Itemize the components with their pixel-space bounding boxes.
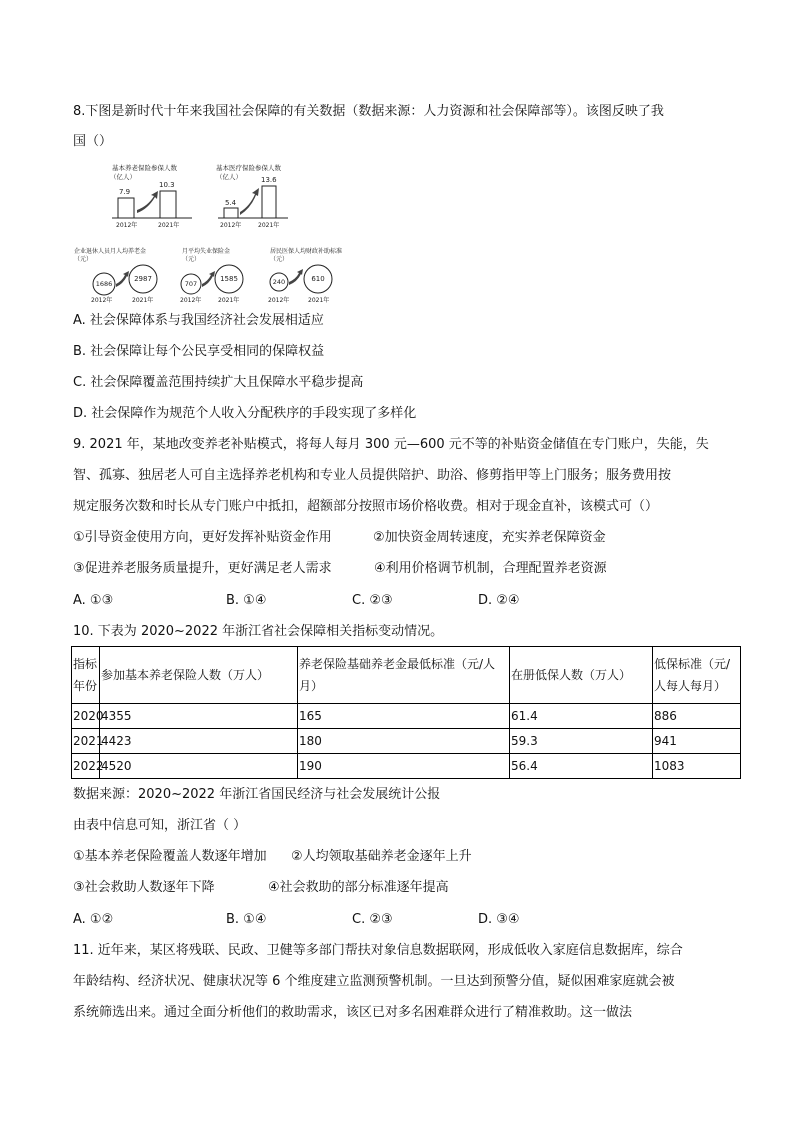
table-header-cell: 在册低保人数（万人） <box>510 647 653 704</box>
q8-option-c[interactable]: C. 社会保障覆盖范围持续扩大且保障水平稳步提高 <box>73 375 364 390</box>
circle2-year-2021: 2021年 <box>218 297 240 304</box>
chart1-bar-2012 <box>118 198 134 218</box>
circle3-value-2021: 610 <box>311 275 325 283</box>
chart1-unit: （亿人） <box>110 173 136 181</box>
table-cell: 4355 <box>100 704 298 729</box>
table-cell: 2021 <box>72 729 100 754</box>
circle2-year-2012: 2012年 <box>180 297 202 304</box>
table-cell: 4520 <box>100 754 298 779</box>
table-cell: 61.4 <box>510 704 653 729</box>
chart2-year-2012: 2012年 <box>220 222 242 229</box>
circle3-unit: （元） <box>270 256 289 263</box>
chart2-bar-2012 <box>224 208 238 218</box>
circle1-unit: （元） <box>74 256 93 263</box>
q10-statement-4: ④社会救助的部分标准逐年提高 <box>268 880 449 895</box>
table-cell: 2022 <box>72 754 100 779</box>
table-header-cell: 指标年份 <box>72 647 100 704</box>
circle1-growth-arrow-icon <box>116 271 129 287</box>
circle1-year-2021: 2021年 <box>132 297 154 304</box>
q9-statement-3: ③促进养老服务质量提升，更好满足老人需求 <box>73 561 332 576</box>
circle3-title: 居民医保人均财政补助标准 <box>270 248 343 255</box>
q9-option-d[interactable]: D. ②④ <box>478 593 520 608</box>
table-header-cell: 参加基本养老保险人数（万人） <box>100 647 298 704</box>
q9-statement-4: ④利用价格调节机制，合理配置养老资源 <box>374 561 607 576</box>
q10-question: 由表中信息可知，浙江省（ ） <box>73 818 247 833</box>
chart2-growth-arrow-icon <box>240 188 259 215</box>
chart2-bar-2021 <box>262 186 276 218</box>
table-cell: 4423 <box>100 729 298 754</box>
chart1-year-2021: 2021年 <box>158 222 180 229</box>
circle2-title: 月平均失业保险金 <box>182 248 231 255</box>
table-cell: 180 <box>298 729 510 754</box>
table-cell: 886 <box>653 704 741 729</box>
table-cell: 2020 <box>72 704 100 729</box>
social-security-figure <box>74 160 376 306</box>
chart1-growth-arrow-icon <box>137 191 158 213</box>
table-cell: 59.3 <box>510 729 653 754</box>
q8-option-d[interactable]: D. 社会保障作为规范个人收入分配秩序的手段实现了多样化 <box>73 406 417 421</box>
zhejiang-social-security-table <box>71 646 741 779</box>
q10-statement-1: ①基本养老保险覆盖人数逐年增加 <box>73 849 267 864</box>
circle3-growth-arrow-icon <box>289 269 303 285</box>
circle3-year-2012: 2012年 <box>268 297 290 304</box>
q10-data-source: 数据来源：2020~2022 年浙江省国民经济与社会发展统计公报 <box>73 787 441 802</box>
circle1-year-2012: 2012年 <box>91 297 113 304</box>
q9-statement-2: ②加快资金周转速度，充实养老保障资金 <box>373 530 606 545</box>
q10-statement-2: ②人均领取基础养老金逐年上升 <box>291 849 472 864</box>
table-cell: 1083 <box>653 754 741 779</box>
q10-option-b[interactable]: B. ①④ <box>226 912 267 927</box>
table-cell: 165 <box>298 704 510 729</box>
table-cell: 56.4 <box>510 754 653 779</box>
chart1-bar-2021 <box>160 191 176 218</box>
q10-stem: 10. 下表为 2020~2022 年浙江省社会保障相关指标变动情况。 <box>73 624 444 639</box>
table-cell: 190 <box>298 754 510 779</box>
chart2-label-2012: 5.4 <box>225 199 237 207</box>
table-header-cell: 低保标准（元/人每人每月） <box>653 647 741 704</box>
table-row <box>72 729 741 754</box>
q10-option-c[interactable]: C. ②③ <box>352 912 393 927</box>
circle2-unit: （元） <box>182 256 201 263</box>
q11-stem-line1: 11. 近年来，某区将残联、民政、卫健等多部门帮扶对象信息数据联网，形成低收入家庭信息数据库，综合 <box>73 943 683 958</box>
chart1-label-2021: 10.3 <box>159 181 175 189</box>
circle1-title: 企业退休人员月人均养老金 <box>74 248 147 255</box>
chart1-title: 基本养老保险参保人数 <box>112 164 177 172</box>
q9-stem-line1: 9. 2021 年，某地改变养老补贴模式，将每人每月 300 元—600 元不等的补贴资金储值在专门账户，失能，失 <box>73 437 709 452</box>
q10-option-a[interactable]: A. ①② <box>73 912 114 927</box>
q9-option-a[interactable]: A. ①③ <box>73 593 114 608</box>
circle2-value-2021: 1585 <box>220 275 238 283</box>
q9-stem-line2: 智、孤寡、独居老人可自主选择养老机构和专业人员提供陪护、助浴、修剪指甲等上门服务；服务费用按 <box>73 468 672 483</box>
q9-option-c[interactable]: C. ②③ <box>352 593 393 608</box>
chart1-year-2012: 2012年 <box>116 222 138 229</box>
q8-option-a[interactable]: A. 社会保障体系与我国经济社会发展相适应 <box>73 313 324 328</box>
q8-stem-line1: 8.下图是新时代十年来我国社会保障的有关数据（数据来源：人力资源和社会保障部等）。该图反映了我 <box>73 104 664 119</box>
q8-stem-line2: 国（） <box>73 134 113 149</box>
q11-stem-line3: 系统筛选出来。通过全面分析他们的救助需求，该区已对多名困难群众进行了精准救助。这一做法 <box>73 1005 633 1020</box>
table-row <box>72 704 741 729</box>
chart1-label-2012: 7.9 <box>119 188 131 196</box>
q8-option-b[interactable]: B. 社会保障让每个公民享受相同的保障权益 <box>73 344 325 359</box>
chart2-year-2021: 2021年 <box>258 222 280 229</box>
circle2-growth-arrow-icon <box>202 271 215 287</box>
circle3-value-2012: 240 <box>272 278 286 286</box>
table-cell: 941 <box>653 729 741 754</box>
table-header-row <box>72 647 741 704</box>
chart2-unit: （亿人） <box>216 173 242 181</box>
q10-option-d[interactable]: D. ③④ <box>478 912 520 927</box>
q10-statement-3: ③社会救助人数逐年下降 <box>73 880 215 895</box>
q9-option-b[interactable]: B. ①④ <box>226 593 267 608</box>
q9-stem-line3: 规定服务次数和时长从专门账户中抵扣，超额部分按照市场价格收费。相对于现金直补，该模式可（） <box>73 499 659 514</box>
table-header-cell: 养老保险基础养老金最低标准（元/人月） <box>298 647 510 704</box>
chart2-title: 基本医疗保险参保人数 <box>216 164 281 172</box>
q11-stem-line2: 年龄结构、经济状况、健康状况等 6 个维度建立监测预警机制。一旦达到预警分值，疑似困难家庭就会被 <box>73 974 675 989</box>
circle1-value-2021: 2987 <box>134 275 152 283</box>
table-row <box>72 754 741 779</box>
chart2-label-2021: 13.6 <box>261 176 277 184</box>
circle1-value-2012: 1686 <box>95 280 113 288</box>
circle2-value-2012: 707 <box>184 280 198 288</box>
circle3-year-2021: 2021年 <box>308 297 330 304</box>
q9-statement-1: ①引导资金使用方向，更好发挥补贴资金作用 <box>73 530 332 545</box>
